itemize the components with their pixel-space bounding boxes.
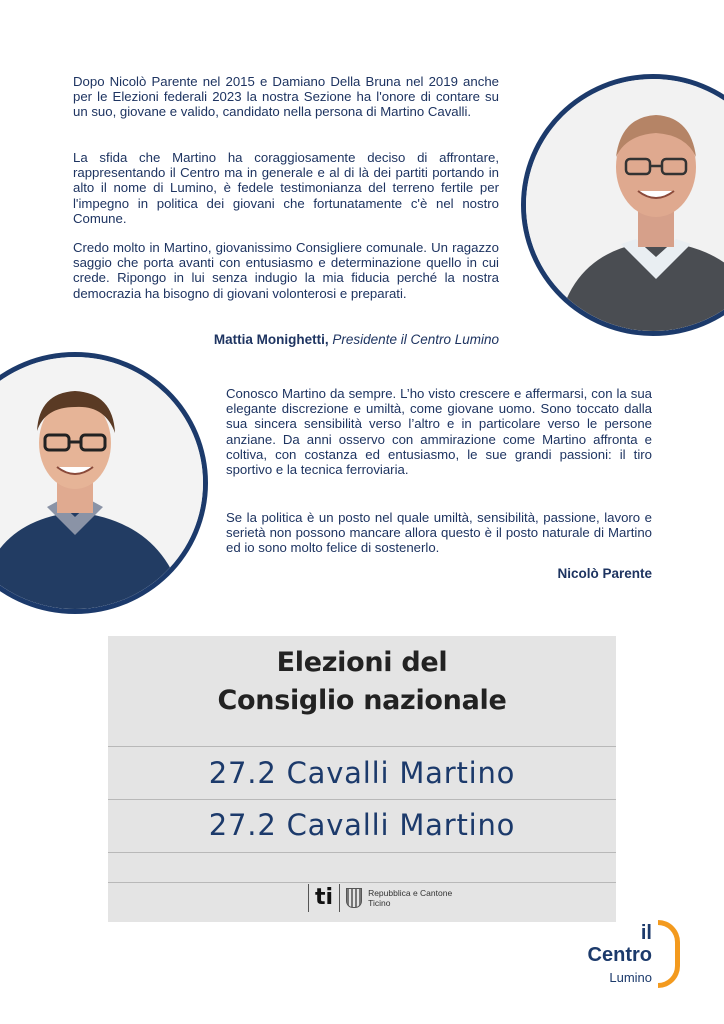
ballot-divider <box>108 746 616 747</box>
ballot-divider <box>108 799 616 800</box>
signature-name: Mattia Monighetti, <box>213 332 329 347</box>
portrait-illustration <box>0 357 208 614</box>
ballot-title <box>108 644 616 720</box>
ticino-logo-line-1: Repubblica e Cantone <box>368 888 453 898</box>
letter1-paragraph-3: Credo molto in Martino, giovanissimo Consigliere comunale. Un ragazzo saggio che porta avanti con entusiasmo e determinazione quello in cui crede. Ripongo in lui senza indugio la mia fiducia perché la nostra democrazia ha bisogno di giovani volonterosi e preparati. <box>73 240 499 301</box>
letter1-paragraph-1: Dopo Nicolò Parente nel 2015 e Damiano Della Bruna nel 2019 anche per le Elezioni federali 2023 la nostra Sezione ha l'onore di contare su un suo, giovane e valido, candidato nella persona di Martino Cavalli. <box>73 74 499 120</box>
letter2-signature <box>226 566 652 581</box>
signature-role: Presidente il Centro Lumino <box>332 332 499 347</box>
letter1-paragraph-2: La sfida che Martino ha coraggiosamente deciso di affrontare, rappresentando il Centro ma in generale e al di là dei partiti portando in alto il nome di Lumino, è fedele testimonianza del terreno fertile per l'impegno in politica dei giovani che fortunatamente c'è nel nostro Comune. <box>73 150 499 226</box>
portrait-photo-nicolo <box>0 352 208 614</box>
portrait-photo-mattia <box>521 74 724 336</box>
il-centro-lumino-logo <box>578 918 688 990</box>
ticino-logo <box>308 883 452 913</box>
portrait-illustration <box>526 79 724 336</box>
ballot-divider <box>108 852 616 853</box>
ballot-title-line-1: Elezioni del <box>276 647 448 678</box>
shield-icon <box>346 888 362 908</box>
logo-text-centro: Centro <box>587 944 652 966</box>
logo-text-lumino: Lumino <box>609 970 652 985</box>
ti-logo-mark: ti <box>308 884 340 912</box>
ballot-card <box>108 636 616 922</box>
ticino-logo-line-2: Ticino <box>368 898 391 908</box>
ticino-logo-text <box>368 888 452 908</box>
signature-name: Nicolò Parente <box>557 566 652 581</box>
orange-arc-icon <box>658 920 680 988</box>
ballot-entry-2: 27.2 Cavalli Martino <box>208 808 516 842</box>
logo-text-il: il <box>640 922 652 944</box>
letter1-signature <box>73 332 499 347</box>
letter2-paragraph-2: Se la politica è un posto nel quale umiltà, sensibilità, passione, lavoro e serietà non possono mancare allora questo è il posto naturale di Martino ed io sono molto felice di sostenerlo. <box>226 510 652 556</box>
ballot-title-line-2: Consiglio nazionale <box>217 685 507 716</box>
ballot-entry-1: 27.2 Cavalli Martino <box>208 756 516 790</box>
letter2-paragraph-1: Conosco Martino da sempre. L’ho visto crescere e affermarsi, con la sua elegante discrezione e umiltà, come giovane uomo. Sono toccato dalla sua sincera sensibilità verso l’altro e in particolare verso le persone anziane. Da anni osservo con ammirazione come Martino affronta e coltiva, con costanza ed entusiasmo, le sue grandi passioni: il tiro sportivo e la tecnica ferroviaria. <box>226 386 652 478</box>
